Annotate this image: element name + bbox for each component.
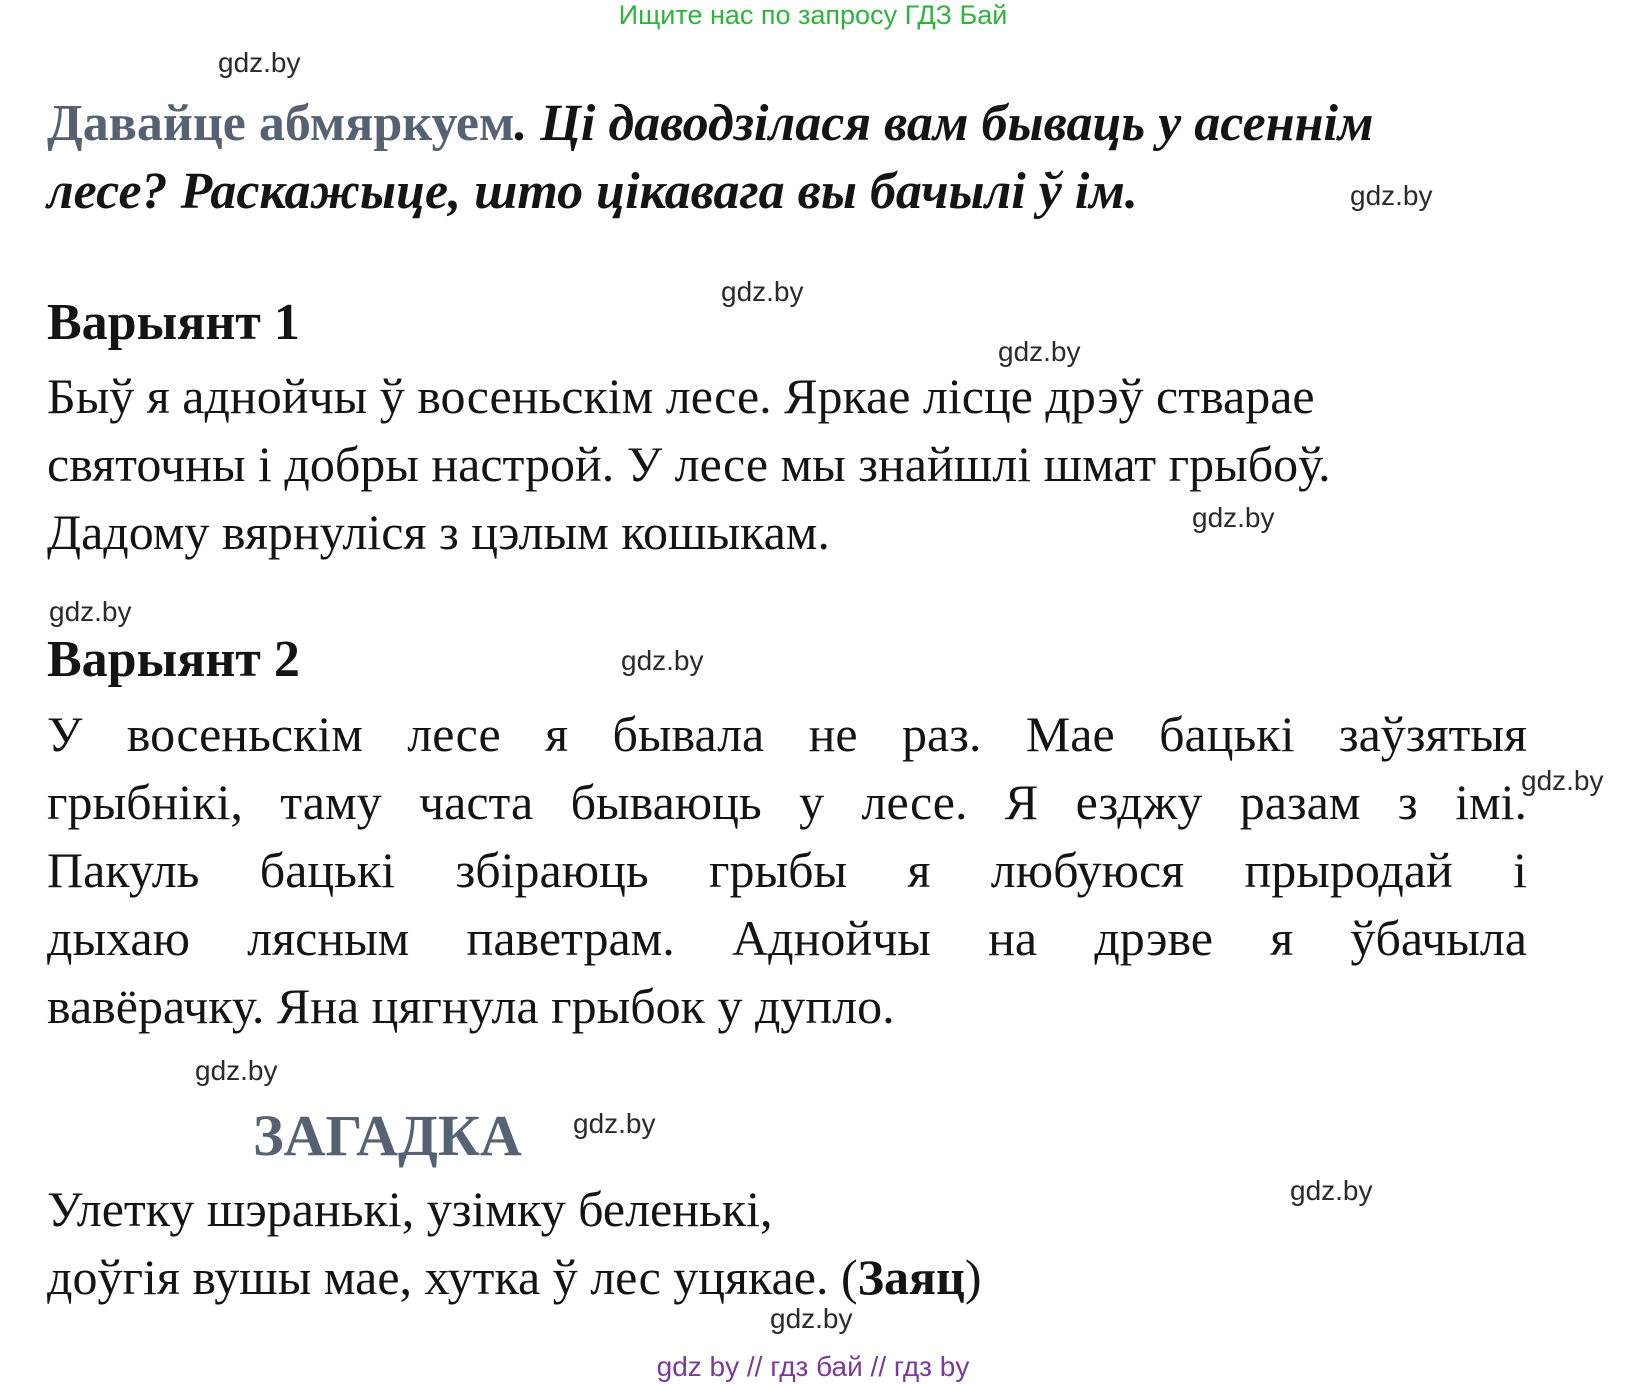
text-line: дыхаю лясным паветрам. Аднойчы на дрэве я ўбачыла bbox=[47, 910, 1527, 966]
variant2-text-last bbox=[47, 972, 1527, 1040]
riddle-close-paren: ) bbox=[964, 1249, 982, 1305]
variant1-heading: Варыянт 1 bbox=[47, 294, 300, 351]
text-line: Пакуль бацькі збіраюць грыбы я любуюся прыродай і bbox=[47, 842, 1527, 898]
text-line: вавёрачку. Яна цягнула грыбок у дупло. bbox=[47, 978, 895, 1034]
question-text-line2: лесе? Раскажыце, што цікавага вы бачылі ў ім. bbox=[47, 163, 1138, 220]
discussion-question bbox=[47, 90, 1374, 226]
variant1-text bbox=[47, 362, 1527, 566]
text-line: Дадому вярнуліся з цэлым кошыкам. bbox=[47, 504, 830, 560]
riddle-line2: доўгія вушы мае, хутка ў лес уцякае. ( bbox=[47, 1249, 858, 1305]
watermark: gdz.by bbox=[49, 596, 132, 627]
variant2-heading: Варыянт 2 bbox=[47, 631, 300, 688]
question-separator: . bbox=[514, 95, 541, 152]
top-banner: Ищите нас по запросу ГДЗ Бай bbox=[618, 0, 1008, 30]
watermark: gdz.by bbox=[1290, 1175, 1373, 1206]
question-lead: Давайце абмяркуем bbox=[47, 95, 515, 152]
watermark: gdz.by bbox=[1521, 765, 1604, 796]
watermark: gdz.by bbox=[721, 276, 804, 307]
text-line: грыбнікі, таму часта бываюць у лесе. Я езджу разам з імі. bbox=[47, 774, 1527, 830]
watermark: gdz.by bbox=[770, 1303, 853, 1334]
watermark: gdz.by bbox=[998, 336, 1081, 367]
watermark: gdz.by bbox=[218, 47, 301, 78]
text-line: У восеньскім лесе я бывала не раз. Мае бацькі заўзятыя bbox=[47, 706, 1527, 762]
watermark: gdz.by bbox=[621, 645, 704, 676]
riddle-text bbox=[47, 1175, 982, 1311]
watermark: gdz.by bbox=[1192, 502, 1275, 533]
riddle-line1: Улетку шэранькі, узімку беленькі, bbox=[47, 1181, 773, 1237]
bottom-banner: gdz by // гдз бай // гдз by bbox=[656, 1351, 970, 1382]
text-line: святочны і добры настрой. У лесе мы знайшлі шмат грыбоў. bbox=[47, 436, 1331, 492]
riddle-title: ЗАГАДКА bbox=[253, 1103, 522, 1168]
watermark: gdz.by bbox=[1350, 180, 1433, 211]
watermark: gdz.by bbox=[573, 1108, 656, 1139]
variant2-text bbox=[47, 700, 1527, 972]
watermark: gdz.by bbox=[195, 1055, 278, 1086]
riddle-answer: Заяц bbox=[857, 1249, 965, 1305]
question-text-line1: Ці даводзілася вам бываць у асеннім bbox=[540, 95, 1374, 152]
text-line: Быў я аднойчы ў восеньскім лесе. Яркае лісце дрэў стварае bbox=[47, 368, 1315, 424]
